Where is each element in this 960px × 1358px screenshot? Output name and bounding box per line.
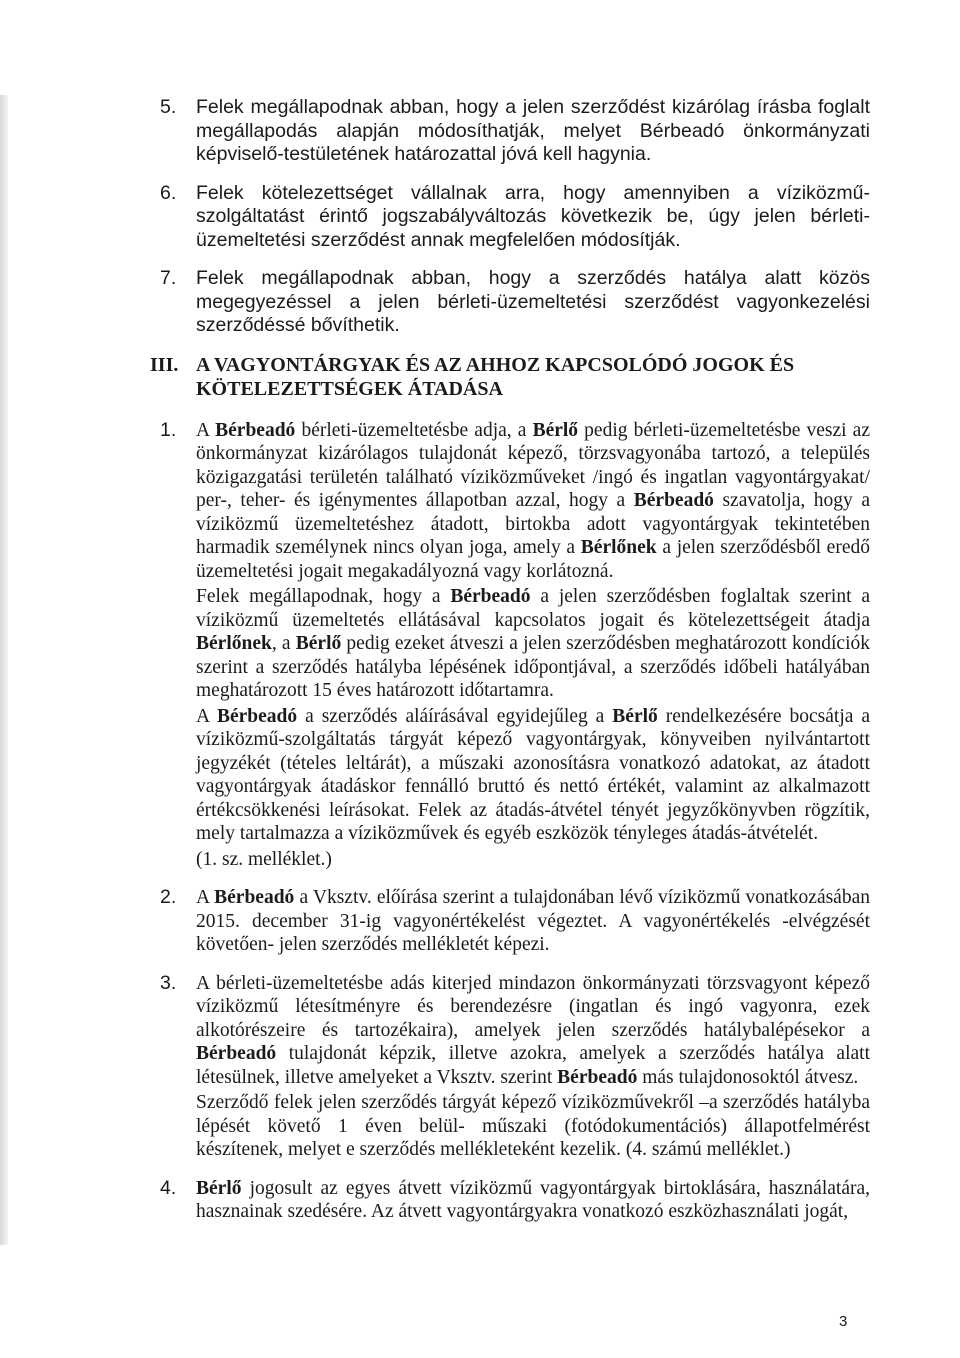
section-clause-2 bbox=[150, 886, 870, 957]
clause-text: Felek megállapodnak abban, hogy a szerződés hatálya alatt közös megegyezéssel a jelen bérleti-üzemeltetési szerződést vagyonkezelési szerződéssé bővíthetik. bbox=[196, 267, 870, 336]
section-title-line-1: A VAGYONTÁRGYAK ÉS AZ AHHOZ KAPCSOLÓDÓ JOGOK ÉS bbox=[196, 353, 795, 376]
clause-text: Bérlő jogosult az egyes átvett víziközmű vagyontárgyak birtoklására, használatára, hasznainak szedésére. Az átvett vagyontárgyakra vonatkozó eszközhasználati jogát, bbox=[196, 1177, 870, 1222]
section-number: III. bbox=[150, 353, 179, 376]
clause-number: 2. bbox=[160, 886, 177, 908]
clause-paragraph-1: A bérleti-üzemeltetésbe adás kiterjed mindazon önkormányzati törzsvagyont képező víziközmű létesítményre és berendezésre (ingatlan és ingó vagyonra, ezek alkotórészeire és tartozékaira), amelyek jelen szerződés hatálybalépésekor a Bérbeadó tulajdonát képzik, illetve azokra, amelyek a szerződés hatálya alatt létesülnek, illetve amelyeket a Vksztv. szerint Bérbeadó más tulajdonosoktól átvesz. bbox=[196, 972, 870, 1088]
clause-7 bbox=[150, 267, 870, 338]
section-title-line-2: KÖTELEZETTSÉGEK ÁTADÁSA bbox=[196, 377, 503, 400]
document-page bbox=[150, 96, 870, 1239]
clause-paragraph-1: A Bérbeadó bérleti-üzemeltetésbe adja, a Bérlő pedig bérleti-üzemeltetésbe veszi az önkormányzat kizárólagos tulajdonát képező, törzsvagyonába tartozó, a település közigazgatási területén található víziközműveket /ingó és ingatlan vagyontárgyakat/ per-, teher- és igénymentes állapotban azzal, hogy a Bérbeadó szavatolja, hogy a víziközmű üzemeltetéshez átadott, birtokba adott vagyontárgyak tekintetében harmadik személynek nincs olyan joga, amely a Bérlőnek a jelen szerződésből eredő üzemeltetési jogait megakadályozná vagy korlátozná. bbox=[196, 419, 870, 582]
clause-text: Felek kötelezettséget vállalnak arra, hogy amennyiben a víziközmű-szolgáltatást érintő jogszabályváltozás következik be, úgy jelen bérleti-üzemeltetési szerződést annak megfelelően módosítják. bbox=[196, 181, 870, 251]
section-clause-1 bbox=[150, 419, 870, 872]
clause-paragraph-3: A Bérbeadó a szerződés aláírásával egyidejűleg a Bérlő rendelkezésére bocsátja a víziközmű-szolgáltatás tárgyát képező vagyontárgyak, könyveiben nyilvántartott jegyzékét (tételes leltárát), a műszaki azonosításra vonatkozó adatokat, az átadott vagyontárgyak átadáskor fennálló bruttó és nettó értékét, valamint az alkalmazott értékcsökkenési leírásokat. Felek az átadás-átvétel tényét jegyzőkönyvben rögzítik, mely tartalmazza a víziközművek és egyéb eszközök tényleges átadás-átvételét. bbox=[196, 705, 870, 844]
clause-5 bbox=[150, 96, 870, 167]
clause-text: Felek megállapodnak abban, hogy a jelen szerződést kizárólag írásba foglalt megállapodás alapján módosíthatják, melyet Bérbeadó önkormányzati képviselő-testületének határozattal jóvá kell hagynia. bbox=[196, 96, 870, 165]
clause-number: 7. bbox=[160, 267, 177, 289]
annex-reference: (1. sz. melléklet.) bbox=[196, 848, 332, 870]
clause-paragraph-2: Szerződő felek jelen szerződés tárgyát képező víziközművekről –a szerződés hatályba lépését követő 1 éven belül- műszaki (fotódokumentációs) állapotfelmérést készítenek, melyet e szerződés mellékleteként kezelik. (4. számú melléklet.) bbox=[196, 1092, 870, 1160]
clause-number: 4. bbox=[160, 1176, 177, 1199]
clause-paragraph-2: Felek megállapodnak, hogy a Bérbeadó a jelen szerződésben foglaltak szerint a víziközmű üzemeltetés ellátásával kapcsolatos jogait és kötelezettségeit átadja Bérlőnek, a Bérlő pedig ezeket átveszi a jelen szerződésben meghatározott kondíciók szerint a szerződés hatályba lépésének időpontjával, a szerződés időbeli hatályában meghatározott 15 éves határozott időtartamra. bbox=[196, 586, 870, 701]
clause-number: 6. bbox=[160, 181, 177, 204]
clause-number: 1. bbox=[160, 418, 177, 441]
section-clause-4 bbox=[150, 1177, 870, 1224]
clause-number: 3. bbox=[160, 971, 177, 994]
section-heading bbox=[150, 353, 870, 401]
clause-number: 5. bbox=[160, 96, 177, 118]
page-number: 3 bbox=[839, 1313, 848, 1330]
scan-edge-shadow bbox=[0, 95, 8, 1245]
clause-text: A Bérbeadó a Vksztv. előírása szerint a tulajdonában lévő víziközmű vonatkozásában 2015. december 31-ig vagyonértékelést végeztet. A vagyonértékelés -elvégzését követően- jelen szerződés mellékletét képezi. bbox=[196, 887, 870, 955]
section-clause-3 bbox=[150, 972, 870, 1162]
clause-6 bbox=[150, 182, 870, 253]
